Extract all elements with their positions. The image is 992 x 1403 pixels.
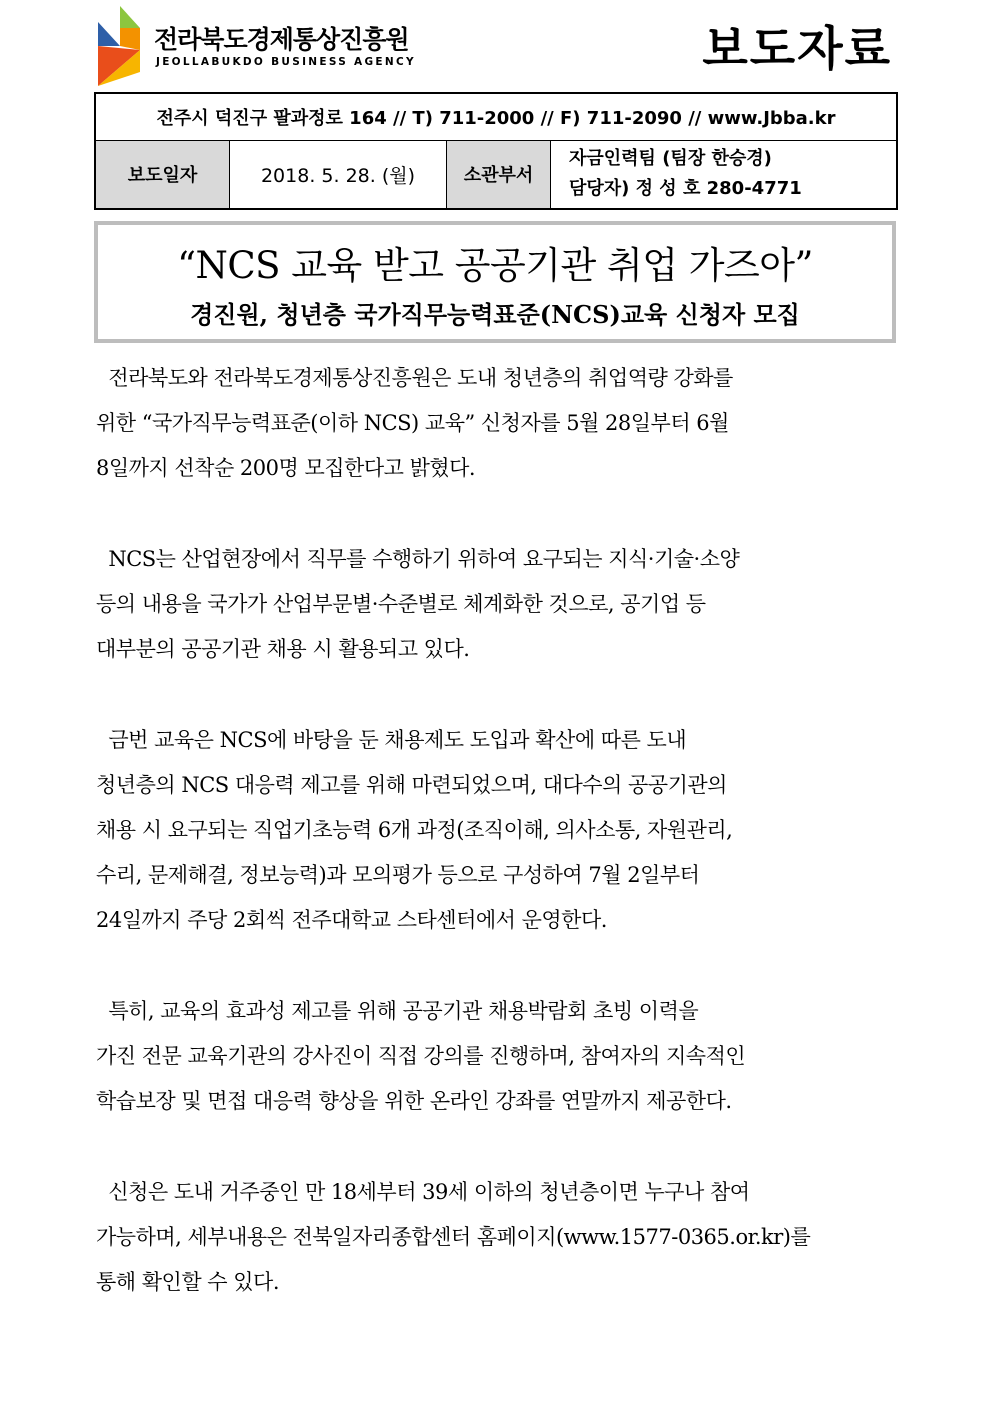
org-emblem-icon (94, 6, 146, 86)
paragraph (96, 1170, 896, 1305)
text-line: NCS는 산업현장에서 직무를 수행하기 위하여 요구되는 지식·기술·소양 (96, 547, 740, 571)
text-line: 등의 내용을 국가가 산업부문별·수준별로 체계화한 것으로, 공기업 등 (96, 592, 706, 616)
text-line: 금번 교육은 NCS에 바탕을 둔 채용제도 도입과 확산에 따른 도내 (96, 728, 687, 752)
text-line: 24일까지 주당 2회씩 전주대학교 스타센터에서 운영한다. (96, 908, 607, 932)
text-line: 대부분의 공공기관 채용 시 활용되고 있다. (96, 637, 470, 661)
text-line: 전라북도와 전라북도경제통상진흥원은 도내 청년층의 취업역량 강화를 (96, 366, 733, 390)
document-type-title: 보도자료 (702, 22, 892, 77)
release-date: 2018. 5. 28. (월) (230, 141, 447, 209)
text-line: 위한 “국가직무능력표준(이하 NCS) 교육” 신청자를 5월 28일부터 6월 (96, 411, 729, 435)
contact-address: 전주시 덕진구 팔과정로 164 // T) 711-2000 // F) 711-2090 // www.Jbba.kr (95, 93, 897, 141)
headline-subtitle: 경진원, 청년층 국가직무능력표준(NCS)교육 신청자 모집 (190, 300, 800, 329)
org-logo (94, 6, 416, 88)
text-line: 학습보장 및 면접 대응력 향상을 위한 온라인 강좌를 연말까지 제공한다. (96, 1089, 732, 1113)
release-date-label: 보도일자 (95, 141, 230, 209)
org-name: 전라북도경제통상진흥원 (154, 25, 409, 54)
paragraph (96, 989, 896, 1124)
press-info-table (94, 92, 898, 210)
department-contact: 담당자) 정 성 호 280-4771 (569, 178, 802, 200)
paragraph (96, 718, 896, 943)
department-info (551, 141, 898, 209)
text-line: 특히, 교육의 효과성 제고를 위해 공공기관 채용박람회 초빙 이력을 (96, 999, 699, 1023)
text-line: 가진 전문 교육기관의 강사진이 직접 강의를 진행하며, 참여자의 지속적인 (96, 1044, 746, 1068)
text-line: 8일까지 선착순 200명 모집한다고 밝혔다. (96, 456, 476, 480)
text-line: 채용 시 요구되는 직업기초능력 6개 과정(조직이해, 의사소통, 자원관리, (96, 818, 733, 842)
department-label: 소관부서 (447, 141, 551, 209)
paragraph (96, 356, 896, 491)
headline-box (94, 221, 896, 343)
text-line: 가능하며, 세부내용은 전북일자리종합센터 홈페이지(www.1577-0365.or.kr)를 (96, 1225, 811, 1249)
org-name-english: JEOLLABUKDO BUSINESS AGENCY (156, 56, 416, 68)
text-line: 수리, 문제해결, 정보능력)과 모의평가 등으로 구성하여 7월 2일부터 (96, 863, 700, 887)
department-team: 자금인력팀 (팀장 한승경) (569, 148, 772, 170)
text-line: 청년층의 NCS 대응력 제고를 위해 마련되었으며, 대다수의 공공기관의 (96, 773, 727, 797)
text-line: 통해 확인할 수 있다. (96, 1270, 279, 1294)
headline-title: “NCS 교육 받고 공공기관 취업 가즈아” (177, 244, 813, 287)
paragraph (96, 537, 896, 672)
article-body (96, 356, 896, 1351)
text-line: 신청은 도내 거주중인 만 18세부터 39세 이하의 청년층이면 누구나 참여 (96, 1180, 750, 1204)
